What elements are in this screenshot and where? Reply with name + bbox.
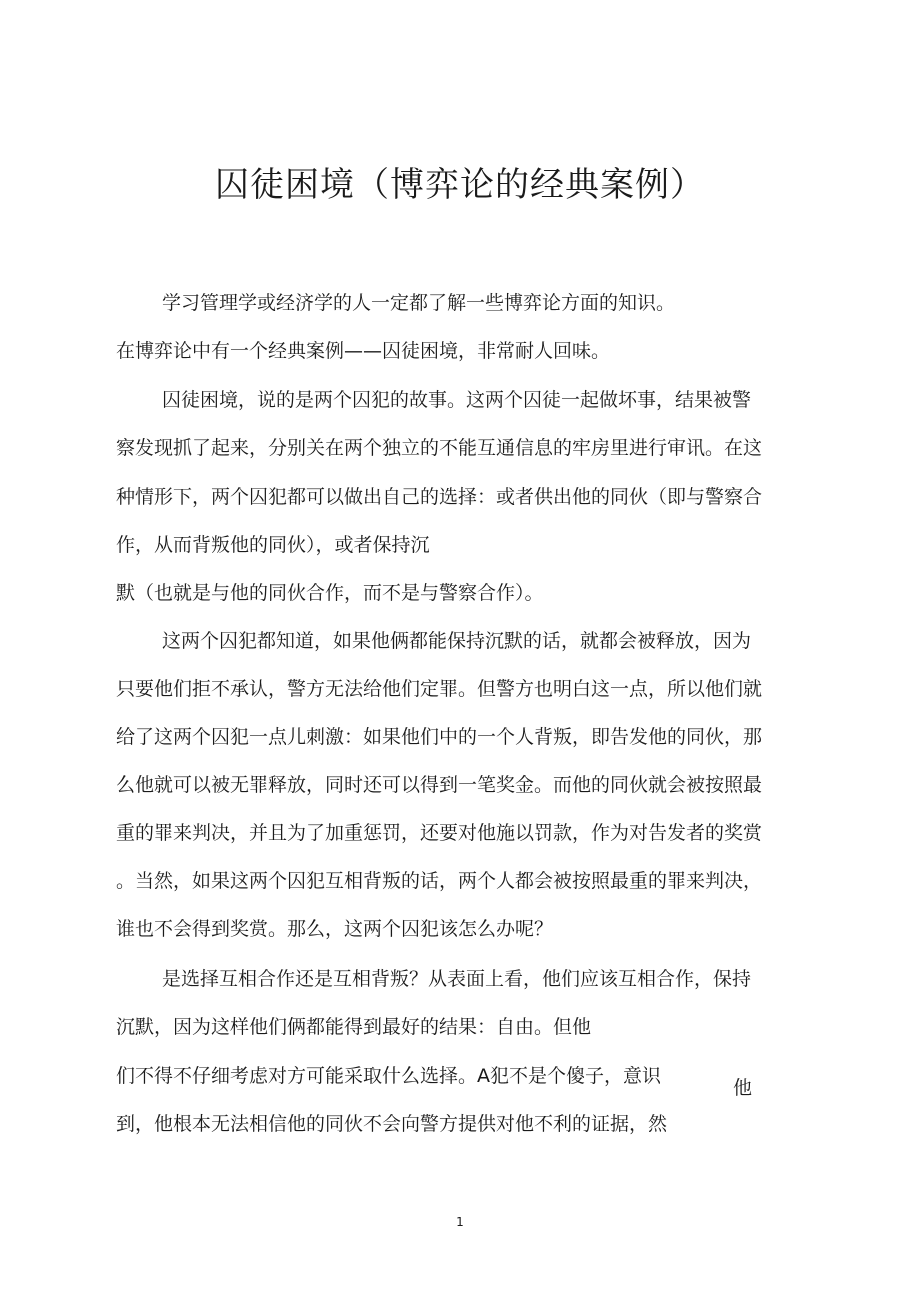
page-number: 1: [456, 1215, 464, 1229]
paragraph-2-line-3: 种情形下，两个囚犯都可以做出自己的选择：或者供出他的同伙（即与警察合: [116, 486, 763, 508]
paragraph-3-line-2: 只要他们拒不承认，警方无法给他们定罪。但警方也明白这一点，所以他们就: [116, 678, 763, 700]
paragraph-1-line-1: 学习管理学或经济学的人一定都了解一些博弈论方面的知识。: [162, 292, 676, 314]
paragraph-1-line-2: 在博弈论中有一个经典案例——囚徒困境，非常耐人回味。: [116, 340, 611, 362]
paragraph-3-line-4: 么他就可以被无罪释放，同时还可以得到一笔奖金。而他的同伙就会被按照最: [116, 774, 763, 796]
stray-text-fragment: 他: [733, 1077, 753, 1099]
paragraph-4-line-3: 们不得不仔细考虑对方可能采取什么选择。A犯不是个傻子，意识: [116, 1065, 661, 1087]
paragraph-3-line-6: 。当然，如果这两个囚犯互相背叛的话，两个人都会被按照最重的罪来判决，: [116, 870, 763, 892]
paragraph-2-line-4: 作，从而背叛他的同伙），或者保持沉: [116, 534, 430, 556]
paragraph-2-line-5: 默（也就是与他的同伙合作，而不是与警察合作）。: [116, 582, 544, 604]
paragraph-4-line-2: 沉默，因为这样他们俩都能得到最好的结果：自由。但他: [116, 1016, 592, 1038]
paragraph-3-line-3: 给了这两个囚犯一点儿刺激：如果他们中的一个人背叛，即告发他的同伙，那: [116, 726, 763, 748]
paragraph-3-line-5: 重的罪来判决，并且为了加重惩罚，还要对他施以罚款，作为对告发者的奖赏: [116, 822, 763, 844]
document-title: 囚徒困境（博弈论的经典案例）: [215, 165, 705, 205]
paragraph-2-line-1: 囚徒困境，说的是两个囚犯的故事。这两个囚徒一起做坏事，结果被警: [162, 389, 752, 411]
paragraph-4-line-1: 是选择互相合作还是互相背叛？从表面上看，他们应该互相合作，保持: [162, 968, 752, 990]
paragraph-3-line-1: 这两个囚犯都知道，如果他俩都能保持沉默的话，就都会被释放，因为: [162, 630, 752, 652]
paragraph-4-line-4: 到，他根本无法相信他的同伙不会向警方提供对他不利的证据，然: [116, 1113, 668, 1135]
paragraph-2-line-2: 察发现抓了起来，分别关在两个独立的不能互通信息的牢房里进行审讯。在这: [116, 437, 763, 459]
paragraph-3-line-7: 谁也不会得到奖赏。那么，这两个囚犯该怎么办呢？: [116, 918, 554, 940]
